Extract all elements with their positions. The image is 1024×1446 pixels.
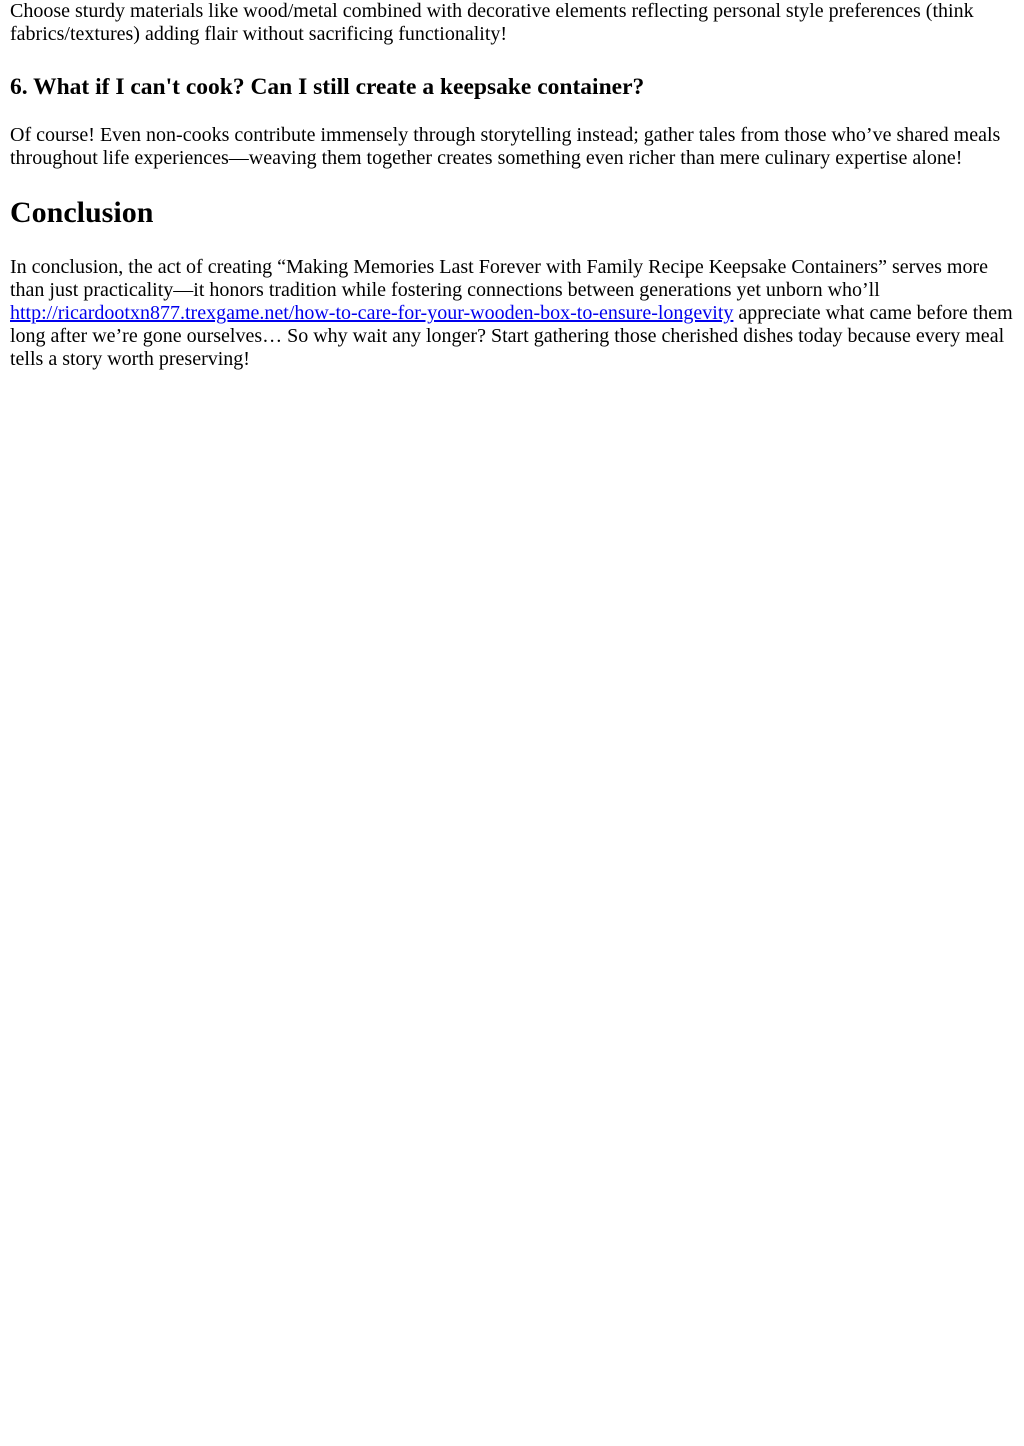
- conclusion-text-after-link: appreciate what came before them long after we’re gone ourselves… So why wait any longer? Start gathering those cherished dishes today because every meal tells a story worth preserving!: [10, 302, 1013, 370]
- faq-heading: 6. What if I can't cook? Can I still create a keepsake container?: [10, 74, 645, 100]
- conclusion-text-before-link: In conclusion, the act of creating “Making Memories Last Forever with Family Recipe Keepsake Containers” serves more than just practicality—it honors tradition while fostering connections between generations yet unborn who’ll: [10, 256, 989, 301]
- intro-paragraph: Choose sturdy materials like wood/metal combined with decorative elements reflecting personal style preferences (think fabrics/textures) adding flair without sacrificing functionality!: [10, 0, 974, 45]
- conclusion-paragraph: [10, 256, 1014, 371]
- faq-answer-paragraph: Of course! Even non-cooks contribute immensely through storytelling instead; gather tales from those who’ve shared meals throughout life experiences—weaving them together creates something even richer than mere culinary expertise alone!: [10, 124, 1001, 169]
- article-body: [0, 0, 1024, 371]
- wooden-box-care-link[interactable]: http://ricardootxn877.trexgame.net/how-to-care-for-your-wooden-box-to-ensure-longevity: [10, 302, 734, 324]
- conclusion-heading: Conclusion: [10, 196, 154, 229]
